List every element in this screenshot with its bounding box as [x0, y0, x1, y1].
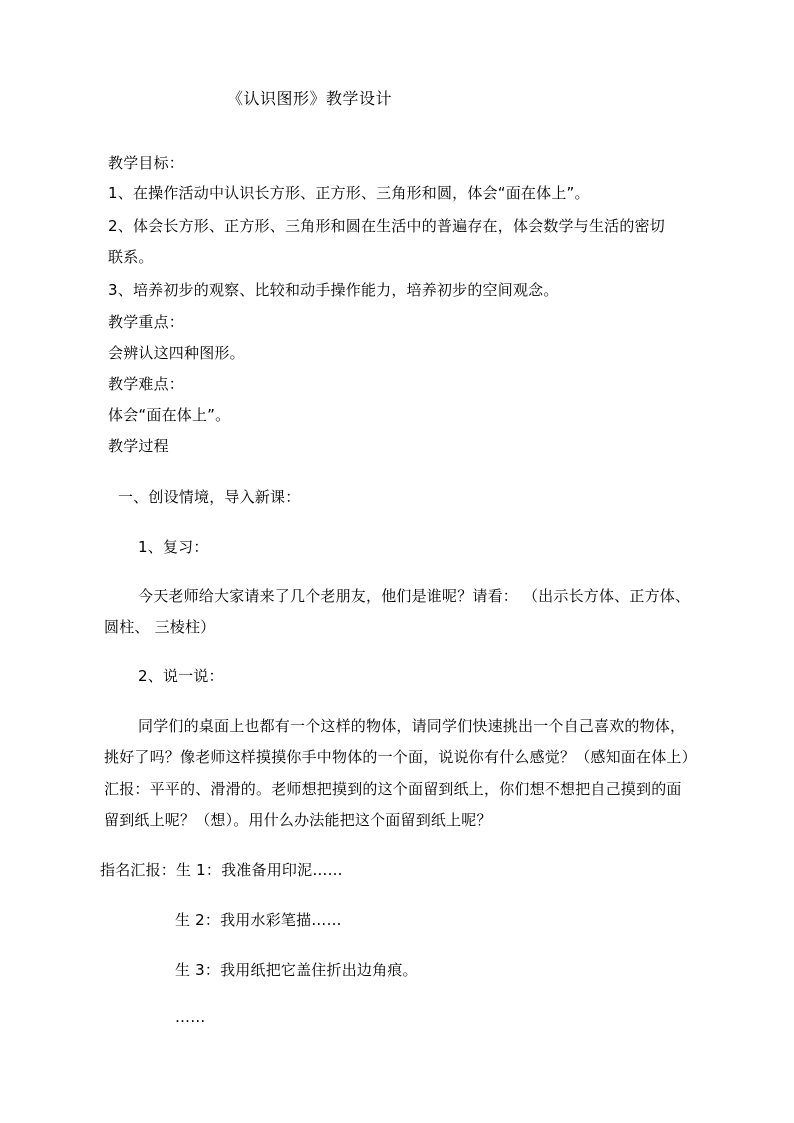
objective-2-line-2: 联系。 — [108, 248, 154, 266]
difficulty-heading: 教学难点： — [108, 375, 185, 393]
step-2-heading: 2、说一说： — [138, 667, 224, 685]
report-line-1: 指名汇报：生 1：我准备用印泥…… — [100, 861, 343, 879]
difficulty-text: 体会“面在体上”。 — [108, 406, 231, 424]
report-line-3: 生 3：我用纸把它盖住折出边角痕。 — [175, 961, 418, 979]
report-ellipsis: …… — [175, 1008, 206, 1026]
objective-2-line-1: 2、体会长方形、正方形、三角形和圆在生活中的普遍存在，体会数学与生活的密切 — [108, 217, 665, 235]
step-1-text-line-1: 今天老师给大家请来了几个老朋友，他们是谁呢？请看： （出示长方体、正方体、 — [138, 587, 691, 605]
key-points-heading: 教学重点： — [108, 313, 185, 331]
objective-1: 1、在操作活动中认识长方形、正方形、三角形和圆，体会“面在体上”。 — [108, 184, 590, 202]
objectives-heading: 教学目标： — [108, 154, 185, 172]
key-points-text: 会辨认这四种图形。 — [108, 344, 245, 362]
document-title: 《认识图形》教学设计 — [227, 89, 393, 108]
step-2-text-line-3: 汇报：平平的、滑滑的。老师想把摸到的这个面留到纸上，你们想不想把自己摸到的面 — [104, 780, 682, 798]
section-1-heading: 一、创设情境，导入新课： — [118, 488, 301, 506]
step-2-text-line-1: 同学们的桌面上也都有一个这样的物体，请同学们快速挑出一个自己喜欢的物体， — [138, 717, 686, 735]
process-heading: 教学过程 — [108, 437, 169, 455]
step-2-text-line-2: 挑好了吗？像老师这样摸摸你手中物体的一个面，说说你有什么感觉？（感知面在体上） — [104, 748, 697, 766]
step-1-text-line-2: 圆柱、 三棱柱） — [104, 618, 216, 636]
objective-3: 3、培养初步的观察、比较和动手操作能力，培养初步的空间观念。 — [108, 281, 559, 299]
report-line-2: 生 2：我用水彩笔描…… — [175, 911, 342, 929]
step-2-text-line-4: 留到纸上呢？（想）。用什么办法能把这个面留到纸上呢？ — [104, 811, 492, 829]
step-1-heading: 1、复习： — [138, 538, 209, 556]
